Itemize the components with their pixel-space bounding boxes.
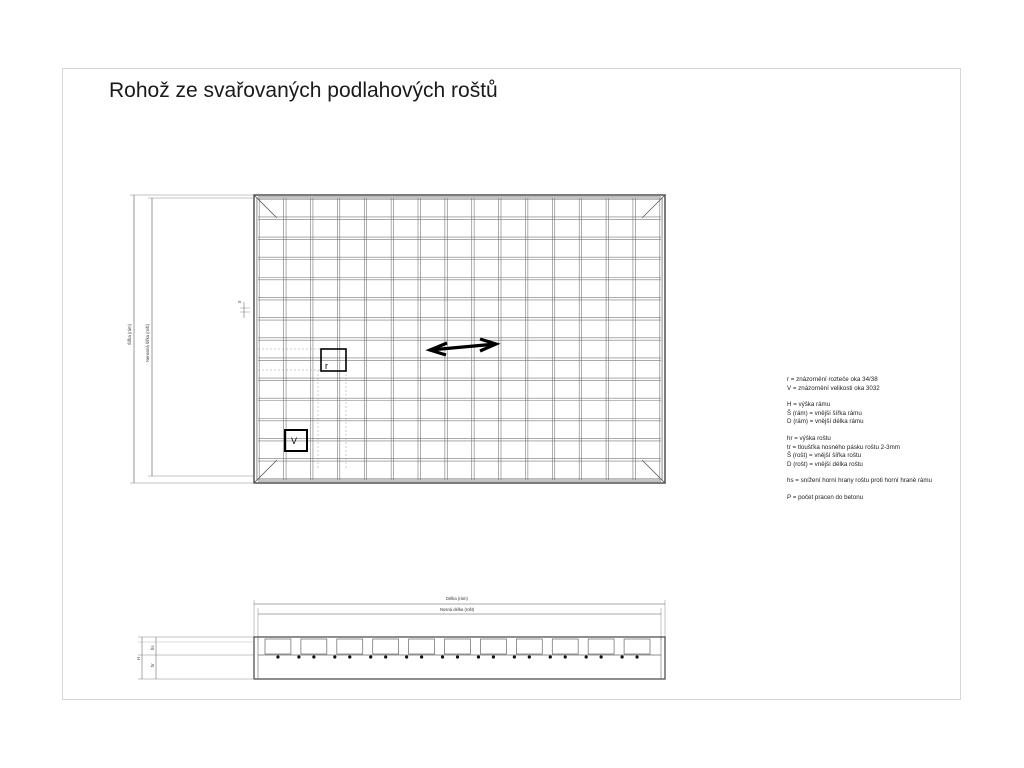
section-cross-bar-dot: [369, 655, 372, 658]
section-cross-bar-dot: [492, 655, 495, 658]
dim-tr: tr: [237, 300, 242, 303]
section-cross-bar-dot: [384, 655, 387, 658]
page-title: Rohož ze svařovaných podlahových roštů: [109, 79, 498, 102]
plan-corner-diagonal: [254, 460, 277, 483]
section-view: [136, 596, 665, 679]
legend-item: H = výška rámu: [787, 401, 831, 409]
section-bar-profile: [588, 639, 614, 654]
plan-frame-inner: [257, 198, 662, 480]
section-cross-bar-dot: [297, 655, 300, 658]
section-bar-profile: [337, 639, 363, 654]
plan-corner-diagonal: [642, 460, 665, 483]
section-bar-profile: [409, 639, 435, 654]
plan-width-dimensions: [127, 195, 254, 483]
section-bar-profile: [445, 639, 471, 654]
legend-item: Š (rošt) = vnější šířka roštu: [787, 452, 862, 460]
section-cross-bar-dot: [420, 655, 423, 658]
section-cross-bar-dot: [348, 655, 351, 658]
section-cross-bar-dot: [585, 655, 588, 658]
section-cross-bar-dot: [620, 655, 623, 658]
legend-item: V = znázornění velikosti oka 3032: [787, 384, 880, 392]
dim-width-frame: Šířka (rám): [127, 324, 132, 345]
legend-item: Š (rám) = vnější šířka rámu: [787, 409, 862, 417]
legend: [787, 376, 962, 503]
section-bar-profile: [624, 639, 650, 654]
plan-view: [127, 195, 665, 483]
dim-hr: hr: [150, 663, 155, 667]
plan-mesh-grid: [257, 197, 662, 481]
legend-item: hr = výška roštu: [787, 434, 831, 442]
mesh-size-marker-label: V: [291, 436, 298, 446]
legend-item: tr = tloušťka nosného pásku roštu 2-3mm: [787, 443, 900, 451]
section-bar-profile: [373, 639, 399, 654]
dim-length-frame: Délka (rám): [446, 596, 468, 601]
plan-corner-diagonal: [642, 195, 665, 218]
legend-item: hs = snížení horní hrany roštu proti horní hraně rámu: [787, 477, 932, 485]
section-cross-bar-dot: [276, 655, 279, 658]
section-bearing-bars: [265, 639, 650, 659]
section-cross-bar-dot: [456, 655, 459, 658]
section-cross-bar-dot: [564, 655, 567, 658]
legend-item: r = znázornění rozteče oka 34/38: [787, 376, 878, 383]
section-cross-bar-dot: [441, 655, 444, 658]
section-cross-bar-dot: [600, 655, 603, 658]
section-frame: [254, 637, 665, 679]
section-bar-profile: [480, 639, 506, 654]
section-cross-bar-dot: [528, 655, 531, 658]
section-cross-bar-dot: [405, 655, 408, 658]
section-bar-profile: [552, 639, 578, 654]
pitch-marker-label: r: [325, 361, 328, 371]
dim-height-frame: H: [136, 656, 141, 660]
plan-frame-outer: [254, 195, 665, 483]
section-cross-bar-dot: [312, 655, 315, 658]
legend-item: D (rošt) = vnější délka roštu: [787, 460, 863, 468]
dim-width-grating: Nenosná šířka (rošt): [145, 324, 150, 362]
section-bar-profile: [516, 639, 542, 654]
section-bar-profile: [265, 639, 291, 654]
section-cross-bar-dot: [333, 655, 336, 658]
section-cross-bar-dot: [477, 655, 480, 658]
legend-item: D (rám) = vnější délka rámu: [787, 418, 864, 426]
section-cross-bar-dot: [635, 655, 638, 658]
section-cross-bar-dot: [549, 655, 552, 658]
plan-corner-diagonal: [254, 195, 277, 218]
dim-hs: hs: [150, 645, 155, 650]
dim-length-grating: Nosná délka (rošt): [440, 607, 475, 612]
legend-item: P = počet pracen do betonu: [787, 493, 864, 501]
section-bar-profile: [301, 639, 327, 654]
bearing-direction-arrow: [430, 339, 496, 355]
section-cross-bar-dot: [513, 655, 516, 658]
